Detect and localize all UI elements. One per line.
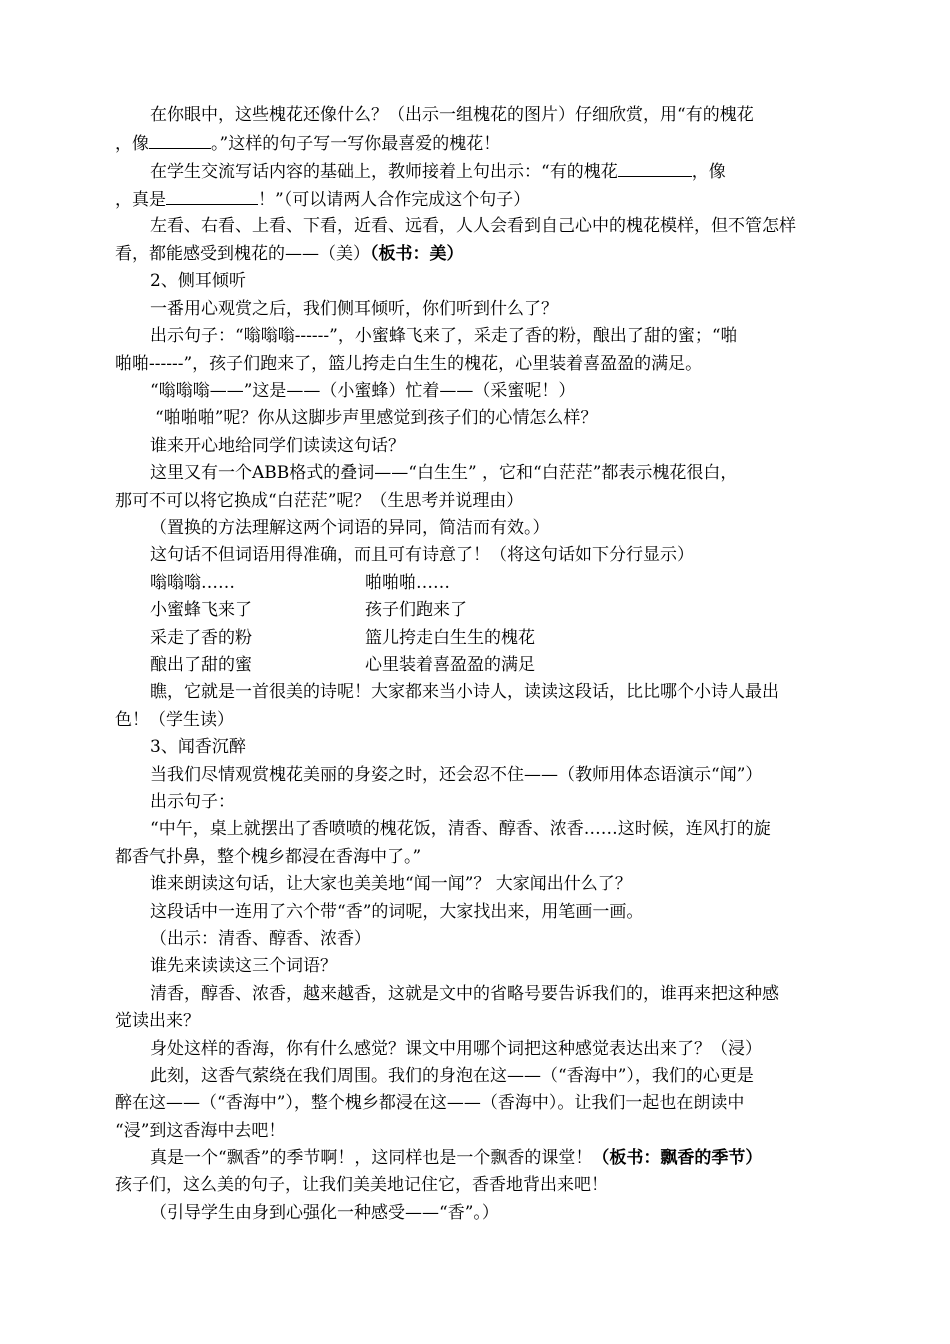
- text-line: ，像 。”这样的句子写一写你最喜爱的槐花！: [115, 131, 500, 155]
- fill-blank: [149, 131, 211, 149]
- text-line: 此刻，这香气萦绕在我们周围。我们的身泡在这——（“香海中”），我们的心更是: [150, 1066, 754, 1086]
- text-line: 那可不可以将它换成“白茫茫”呢？（生思考并说理由）: [115, 491, 524, 511]
- text-line: 真是一个“飘香”的季节啊！，这同样也是一个飘香的课堂！（板书：飘香的季节）: [150, 1148, 763, 1168]
- poem-line-right: 篮儿挎走白生生的槐花: [365, 628, 535, 648]
- poem-line-right: 孩子们跑来了: [365, 600, 467, 620]
- text-line: （出示：清香、醇香、浓香）: [150, 929, 371, 949]
- poem-line-left: 小蜜蜂飞来了: [150, 600, 252, 620]
- text-line: 左看、右看、上看、下看，近看、远看，人人会看到自己心中的槐花模样，但不管怎样: [150, 216, 796, 236]
- text-line: 谁来朗读这句话，让大家也美美地“闻一闻”？ 大家闻出什么了？: [150, 874, 632, 894]
- text-line: 谁来开心地给同学们读读这句话？: [150, 436, 405, 456]
- text-line: 这里又有一个ABB格式的叠词——“白生生” ，它和“白茫茫”都表示槐花很白，: [150, 463, 738, 483]
- text-line: ，真是 ！”（可以请两人合作完成这个句子）: [115, 187, 530, 211]
- text-line: 看，都能感受到槐花的——（美）（板书：美）: [115, 244, 464, 264]
- poem-line-left: 酿出了甜的蜜: [150, 655, 252, 675]
- text-line: 身处这样的香海，你有什么感觉？课文中用哪个词把这种感觉表达出来了？（浸）: [150, 1039, 762, 1059]
- text-line: 孩子们，这么美的句子，让我们美美地记住它，香香地背出来吧！: [115, 1175, 608, 1195]
- text-line: 瞧，它就是一首很美的诗呢！大家都来当小诗人，读读这段话，比比哪个小诗人最出: [150, 682, 779, 702]
- text-line: 出示句子：: [150, 792, 235, 812]
- poem-line-right: 心里装着喜盈盈的满足: [365, 655, 535, 675]
- text-line: 啪啪------”，孩子们跑来了，篮儿挎走白生生的槐花，心里装着喜盈盈的满足。: [115, 354, 703, 374]
- text-line: 一番用心观赏之后，我们侧耳倾听，你们听到什么了？: [150, 299, 558, 319]
- text-line: 觉读出来？: [115, 1011, 200, 1031]
- text-line: 都香气扑鼻，整个槐乡都浸在香海中了。”: [115, 847, 422, 867]
- board-note: （板书：飘香的季节）: [592, 1148, 763, 1168]
- text-line: （置换的方法理解这两个词语的异同，简洁而有效。）: [150, 518, 550, 538]
- fill-blank: [618, 159, 692, 177]
- section-heading: 3、闻香沉醉: [150, 737, 246, 757]
- text-line: 谁先来读读这三个词语？: [150, 956, 337, 976]
- text-line: 色！（学生读）: [115, 710, 234, 730]
- text-line: 出示句子：“嗡嗡嗡------”，小蜜蜂飞来了，采走了香的粉，酿出了甜的蜜；“啪: [150, 326, 738, 346]
- section-heading: 2、侧耳倾听: [150, 271, 246, 291]
- text-line: （引导学生由身到心强化一种感受——“香”。）: [150, 1203, 499, 1223]
- poem-line-right: 啪啪啪……: [365, 573, 450, 593]
- poem-line-left: 采走了香的粉: [150, 628, 252, 648]
- board-note: （板书：美）: [370, 244, 464, 264]
- text-line: 清香，醇香、浓香，越来越香，这就是文中的省略号要告诉我们的，谁再来把这种感: [150, 984, 779, 1004]
- text-line: 这句话不但词语用得准确，而且可有诗意了！（将这句话如下分行显示）: [150, 545, 694, 565]
- text-line: 在学生交流写话内容的基础上，教师接着上句出示：“有的槐花 ，像: [150, 159, 726, 183]
- poem-line-left: 嗡嗡嗡……: [150, 573, 235, 593]
- text-line: “浸”到这香海中去吧！: [115, 1121, 286, 1141]
- text-line: 这段话中一连用了六个带“香”的词呢，大家找出来，用笔画一画。: [150, 902, 644, 922]
- text-line: 在你眼中，这些槐花还像什么？（出示一组槐花的图片）仔细欣赏，用“有的槐花: [150, 105, 754, 125]
- text-line: “啪啪啪”呢？你从这脚步声里感觉到孩子们的心情怎么样？: [155, 408, 598, 428]
- text-line: 醉在这——（“香海中”），整个槐乡都浸在这——（香海中）。让我们一起也在朗读中: [115, 1093, 745, 1113]
- text-line: “嗡嗡嗡——”这是——（小蜜蜂）忙着——（采蜜呢！）: [150, 381, 576, 401]
- text-line: “中午，桌上就摆出了香喷喷的槐花饭，清香、醇香、浓香……这时候，连风打的旋: [150, 819, 771, 839]
- text-line: 当我们尽情观赏槐花美丽的身姿之时，还会忍不住——（教师用体态语演示“闻”）: [150, 765, 763, 785]
- fill-blank: [166, 187, 258, 205]
